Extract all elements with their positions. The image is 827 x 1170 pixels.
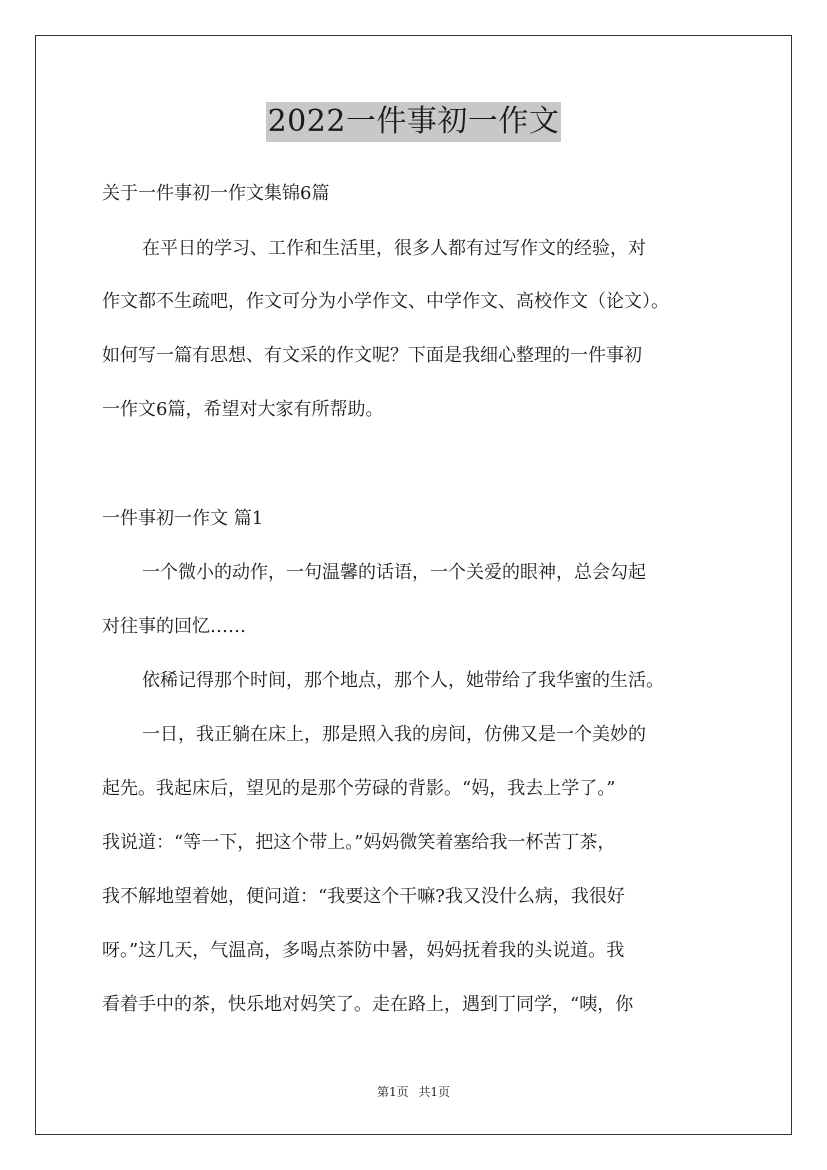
text-line: 看着手中的茶，快乐地对妈笑了。走在路上，遇到丁同学，“咦，你: [102, 994, 634, 1015]
text-line: 呀。”这几天，气温高，多喝点茶防中暑，妈妈抚着我的头说道。我: [102, 940, 625, 961]
text-line: 起先。我起床后，望见的是那个劳碌的背影。“妈，我去上学了。”: [102, 778, 616, 799]
document-title: 2022一件事初一作文: [266, 102, 562, 142]
page-footer: [0, 1084, 827, 1100]
text-line: 如何写一篇有思想、有文采的作文呢？下面是我细心整理的一件事初: [102, 345, 642, 366]
section-heading: 一件事初一作文 篇1: [102, 508, 264, 529]
title-container: [0, 102, 827, 142]
text-line: 一作文6篇，希望对大家有所帮助。: [102, 399, 384, 420]
document-subtitle: 关于一件事初一作文集锦6篇: [102, 183, 330, 204]
page-number-current: 第1页: [376, 1085, 409, 1099]
text-line: 一个微小的动作，一句温馨的话语，一个关爱的眼神，总会勾起: [142, 562, 646, 583]
text-line: 依稀记得那个时间，那个地点，那个人，她带给了我华蜜的生活。: [142, 670, 664, 691]
text-line: 对往事的回忆……: [102, 616, 246, 637]
text-line: 我说道：“等一下，把这个带上。”妈妈微笑着塞给我一杯苦丁茶，: [102, 832, 616, 853]
page-number-total: 共1页: [418, 1085, 451, 1099]
text-line: 一日，我正躺在床上，那是照入我的房间，仿佛又是一个美妙的: [142, 724, 646, 745]
text-line: 作文都不生疏吧，作文可分为小学作文、中学作文、高校作文（论文）。: [102, 291, 669, 312]
text-line: 我不解地望着她，便问道：“我要这个干嘛?我又没什么病，我很好: [102, 886, 625, 907]
text-line: 在平日的学习、工作和生活里，很多人都有过写作文的经验，对: [142, 238, 646, 259]
